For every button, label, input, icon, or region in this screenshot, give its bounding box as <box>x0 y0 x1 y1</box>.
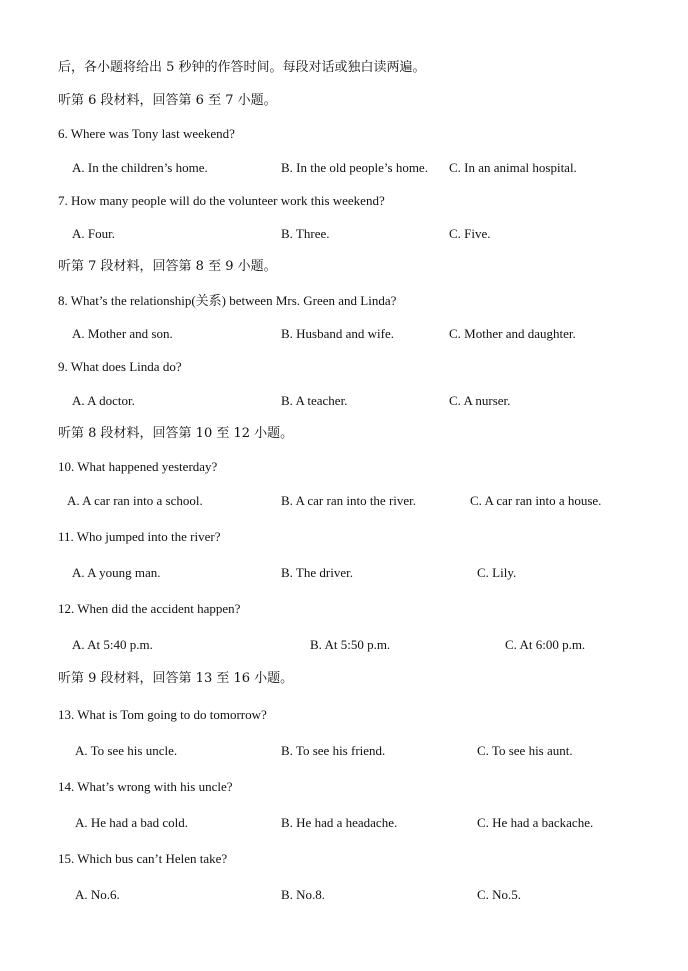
question-14-options <box>0 813 688 833</box>
question-10-stem: 10. What happened yesterday? <box>58 459 218 474</box>
intro-line <box>0 58 688 78</box>
option-c: C. Five. <box>449 226 491 241</box>
option-b: B. To see his friend. <box>281 743 386 758</box>
question-9-stem: 9. What does Linda do? <box>58 359 182 374</box>
option-a: A. He had a bad cold. <box>75 815 188 830</box>
option-c: C. To see his aunt. <box>477 743 573 758</box>
option-c: C. Lily. <box>477 565 517 580</box>
option-a: A. A doctor. <box>72 393 135 408</box>
option-b: B. Husband and wife. <box>281 326 395 341</box>
question-11-stem: 11. Who jumped into the river? <box>58 529 221 544</box>
intro-text: 后，各小题将给出 5 秒钟的作答时间。每段对话或独白读两遍。 <box>58 60 426 75</box>
question-14-stem: 14. What’s wrong with his uncle? <box>58 779 233 794</box>
question-8-stem: 8. What’s the relationship(关系) between Mrs. Green and Linda? <box>58 293 397 308</box>
option-b: B. At 5:50 p.m. <box>310 637 391 652</box>
option-b: B. No.8. <box>281 887 326 902</box>
option-a: A. A car ran into a school. <box>67 493 203 508</box>
question-13-options <box>0 741 688 761</box>
option-c: C. A car ran into a house. <box>470 493 602 508</box>
option-a: A. In the children’s home. <box>72 160 208 175</box>
question-9-options <box>0 391 688 411</box>
option-c: C. Mother and daughter. <box>449 326 576 341</box>
option-c: C. He had a backache. <box>477 815 594 830</box>
option-b: B. A car ran into the river. <box>281 493 417 508</box>
question-15-stem: 15. Which bus can’t Helen take? <box>58 851 228 866</box>
option-c: C. In an animal hospital. <box>449 160 577 175</box>
option-c: C. A nurser. <box>449 393 511 408</box>
question-7-stem: 7. How many people will do the volunteer work this weekend? <box>58 193 385 208</box>
question-7-options <box>0 224 688 244</box>
section-heading: 听第 7 段材料，回答第 8 至 9 小题。 <box>58 259 277 274</box>
option-b: B. The driver. <box>281 565 353 580</box>
question-15-options <box>0 885 688 905</box>
question-8-options <box>0 324 688 344</box>
option-a: A. Four. <box>72 226 115 241</box>
option-b: B. A teacher. <box>281 393 348 408</box>
option-a: A. No.6. <box>75 887 120 902</box>
question-12-options <box>0 635 688 655</box>
option-b: B. In the old people’s home. <box>281 160 428 175</box>
option-c: C. At 6:00 p.m. <box>505 637 586 652</box>
option-b: B. He had a headache. <box>281 815 398 830</box>
question-6-stem: 6. Where was Tony last weekend? <box>58 126 235 141</box>
option-a: A. A young man. <box>72 565 161 580</box>
option-a: A. To see his uncle. <box>75 743 178 758</box>
option-a: A. Mother and son. <box>72 326 173 341</box>
option-b: B. Three. <box>281 226 330 241</box>
question-12-stem: 12. When did the accident happen? <box>58 601 241 616</box>
question-6-options <box>0 158 688 178</box>
section-heading: 听第 8 段材料，回答第 10 至 12 小题。 <box>58 426 294 441</box>
question-13-stem: 13. What is Tom going to do tomorrow? <box>58 707 267 722</box>
section-heading: 听第 9 段材料，回答第 13 至 16 小题。 <box>58 671 294 686</box>
option-c: C. No.5. <box>477 887 522 902</box>
question-11-options <box>0 563 688 583</box>
section-heading: 听第 6 段材料，回答第 6 至 7 小题。 <box>58 93 277 108</box>
question-10-options <box>0 491 688 511</box>
option-a: A. At 5:40 p.m. <box>72 637 153 652</box>
